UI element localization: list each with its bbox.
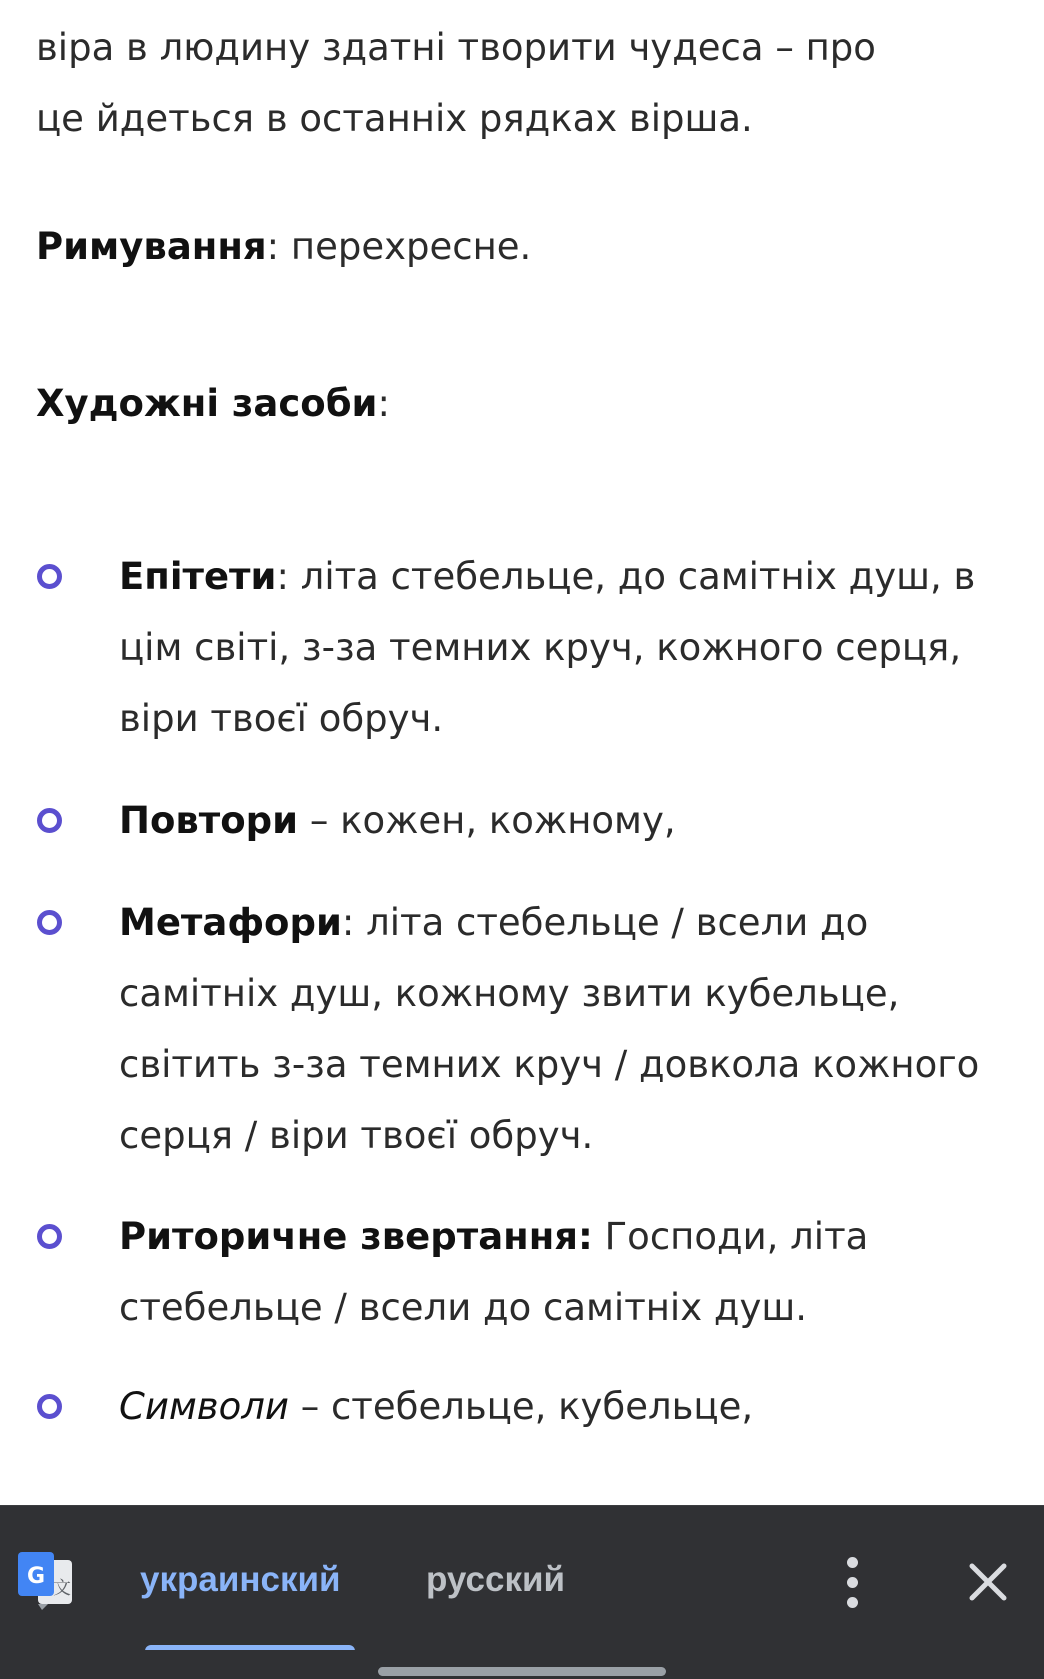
google-translate-icon[interactable] bbox=[16, 1550, 76, 1610]
bullet-icon bbox=[37, 910, 62, 935]
item-label: Символи bbox=[119, 1385, 289, 1428]
tab-ukrainian[interactable]: украинский bbox=[140, 1560, 341, 1599]
bullet-icon bbox=[37, 808, 62, 833]
item-value: – кожен, кожному, bbox=[298, 799, 676, 842]
item-label: Метафори bbox=[119, 901, 342, 944]
home-gesture-handle[interactable] bbox=[378, 1667, 666, 1676]
more-vert-icon bbox=[847, 1557, 858, 1568]
item-value: : літа стебельце / всели до самітніх душ, кожному звити кубельце, світить з-за темних круч / довкола кожного серця / віри твоєї обруч. bbox=[119, 901, 980, 1157]
devices-colon: : bbox=[377, 382, 390, 425]
intro-text bbox=[36, 12, 1006, 154]
close-icon[interactable] bbox=[964, 1558, 1012, 1606]
tab-russian[interactable]: русский bbox=[426, 1560, 565, 1599]
item-value: Господи, літа стебельце / всели до самітніх душ. bbox=[119, 1215, 869, 1329]
item-value: – стебельце, кубельце, bbox=[288, 1385, 754, 1428]
svg-text:文: 文 bbox=[53, 1578, 71, 1599]
bullet-icon bbox=[37, 1224, 62, 1249]
item-label: Епітети bbox=[119, 555, 277, 598]
bullet-icon bbox=[37, 564, 62, 589]
svg-text:G: G bbox=[26, 1564, 46, 1589]
item-label: Риторичне звертання: bbox=[119, 1215, 593, 1258]
item-value: : літа стебельце, до самітніх душ, в цім світі, з-за темних круч, кожного серця, віри твоєї обруч. bbox=[119, 555, 976, 740]
rhyme-label: Римування bbox=[36, 225, 267, 268]
bullet-icon bbox=[37, 1394, 62, 1419]
list-item-text bbox=[119, 1201, 1011, 1343]
translate-bar bbox=[0, 1505, 1044, 1651]
intro-line-2: це йдеться в останніх рядках вірша. bbox=[36, 97, 753, 140]
list-item-text bbox=[119, 785, 1011, 856]
list-item-text bbox=[119, 541, 1011, 754]
devices-heading bbox=[36, 368, 1006, 439]
intro-line-1: віра в людину здатні творити чудеса – про bbox=[36, 26, 876, 69]
item-label: Повтори bbox=[119, 799, 299, 842]
system-nav-bar bbox=[0, 1650, 1044, 1679]
list-item-text bbox=[119, 1371, 1011, 1442]
more-vert-dot bbox=[847, 1597, 858, 1608]
more-vert-dot bbox=[847, 1577, 858, 1588]
list-item-text bbox=[119, 887, 1011, 1171]
rhyme-value: : перехресне. bbox=[266, 225, 532, 268]
rhyme-paragraph bbox=[36, 211, 1006, 282]
more-options-button[interactable] bbox=[830, 1546, 874, 1618]
devices-label: Художні засоби bbox=[36, 382, 378, 425]
